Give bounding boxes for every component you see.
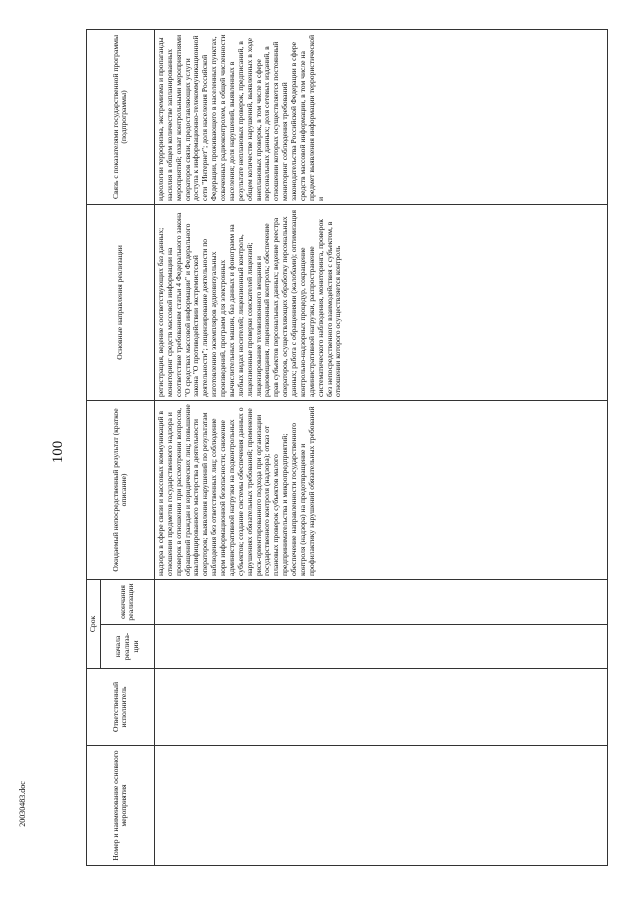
header-program-indicators-link: Связь с показателями государственной программы (подпрограммы) [87, 29, 155, 204]
document-code: 20030483.doc [18, 781, 27, 827]
header-end-term: окончания реализации [100, 579, 154, 624]
cell-measure-name [154, 746, 607, 866]
cell-responsible-executor [154, 669, 607, 746]
header-term-group: Срок [87, 579, 101, 668]
header-measure-name: Номер и наименование основного мероприятия [87, 746, 155, 866]
page-number: 100 [50, 440, 66, 464]
header-expected-result: Ожидаемый непосредственный результат (краткое описание) [87, 400, 155, 579]
cell-expected-result: надзора в сфере связи и массовых коммуникаций в отношении предметов государственного надзора и проверок в отношении при рассмотрении вопросов, обращений граждан и юридических лиц; повышение квалифицированного мастерства в деятельности операторов; выявления нарушений по результатам наблюдения без ответственных лиц; соблюдение норм информационной безопасности; снижение административной нагрузки на подконтрольных субъектов; создание системы обеспечения данных о нарушениях обязательных требований; применение риск-ориентированного подхода при организации государственного контроля (надзора); отказ от плановых проверок субъектов малого предпринимательства и микропредприятий; обеспечение направленности государственного контроля (надзора) на предотвращение и профилактику нарушений обязательных требований [154, 400, 607, 579]
table-container [86, 30, 608, 866]
header-start-term: начала реализа-ции [100, 625, 154, 669]
rotated-table-frame [86, 30, 608, 866]
cell-program-indicators-link: идеологии терроризма, экстремизма и пропаганды насилия в общем количестве запланированных мероприятий; охват контрольными мероприятиями операторов связи, предоставляющих услуги доступа к информационно-телекоммуникационной сети "Интернет"; доля населения Российской Федерации, проживающего в населенных пунктах, охваченных радиоконтролем, в общей численности населения; доля нарушений, выявленных в результате неплановых проверок, предписаний, в общем количестве нарушений, выявленных в ходе внеплановых проверок, в том числе в сфере персональных данных; доля сетевых изданий, в отношении которых осуществляется постоянный мониторинг соблюдения требований законодательства Российской Федерации в сфере средств массовой информации, в том числе на предмет выявления информации террористической и [154, 29, 607, 204]
header-implementation-directions: Основные направления реализации [87, 204, 155, 400]
cell-end-term [154, 579, 607, 624]
header-responsible-executor: Ответственный исполнитель [87, 669, 155, 746]
cell-implementation-directions: регистрация, ведение соответствующих баз данных; мониторинг средств массовой информации на соответствие требованиям статьи 4 Федерального закона "О средствах массовой информации" и Федерального закона "О противодействии экстремистской деятельности"; лицензирование деятельности по изготовлению экземпляров аудиовизуальных произведений, программ для электронных вычислительных машин, баз данных и фонограмм на любых видах носителей; лицензионный контроль, лицензионные проверки соискателей лицензий; лицензирование телевизионного вещания и радиовещания, лицензионный контроль; обеспечение прав субъектов персональных данных; ведение реестра операторов, осуществляющих обработку персональных данных; работа с обращениями (жалобами); оптимизация контрольно-надзорных процедур, сокращение административной нагрузки, распространение систематического наблюдения, мониторинга, проверок без непосредственного взаимодействия с субъектом, в отношении которого осуществляется контроль [154, 204, 607, 400]
cell-start-term [154, 625, 607, 669]
measures-table [86, 29, 608, 866]
